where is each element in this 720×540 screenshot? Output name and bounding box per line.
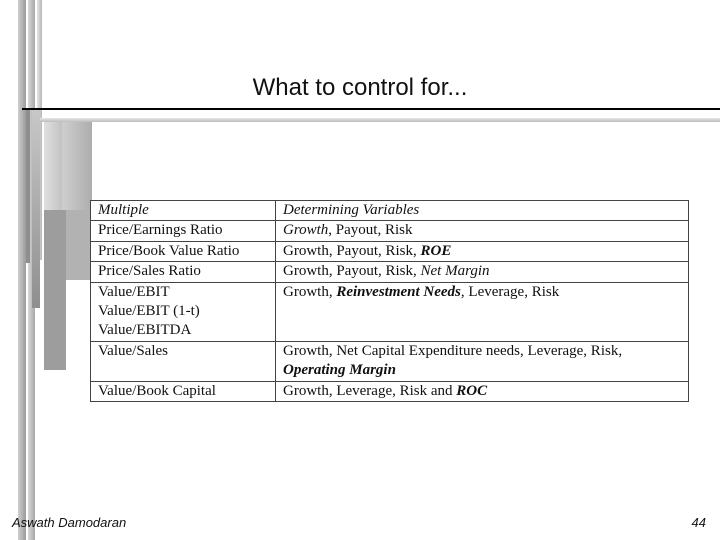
table-row — [91, 262, 689, 282]
variables-cell — [276, 381, 689, 401]
multiple-cell — [91, 262, 276, 282]
variables-cell — [276, 221, 689, 241]
decor-bar-4 — [26, 108, 30, 263]
decor-bar-9 — [66, 210, 90, 280]
multiple-name: Value/Book Capital — [98, 382, 216, 399]
multiple-name: Value/EBIT — [98, 283, 170, 300]
page-number: 44 — [691, 515, 706, 530]
multiple-cell — [91, 241, 276, 261]
multiple-name: Value/Sales — [98, 342, 168, 359]
decor-bar-7 — [62, 120, 92, 210]
table-row — [91, 381, 689, 401]
variable-text: ROE — [420, 242, 452, 259]
variable-text: Net Margin — [420, 263, 490, 280]
variables-cell — [276, 282, 689, 341]
variables-line — [283, 242, 681, 261]
variables-cell — [276, 262, 689, 282]
variable-text: , Payout, Risk — [328, 222, 413, 239]
variable-text: Growth, Payout, Risk, — [283, 263, 421, 280]
variables-cell — [276, 241, 689, 261]
decor-bar-8 — [44, 210, 66, 370]
variables-cell — [276, 341, 689, 381]
multiple-name: Value/EBITDA — [98, 322, 192, 339]
variables-line — [283, 283, 681, 302]
column-header: Multiple — [91, 201, 276, 221]
variable-text: Growth, Net Capital Expenditure needs, Leverage, Risk, — [283, 342, 623, 359]
multiple-name: Value/EBIT (1-t) — [98, 303, 200, 320]
title-rule — [22, 108, 720, 110]
multiple-cell — [91, 282, 276, 341]
variable-text: Growth, — [283, 283, 337, 300]
multiple-name: Price/Book Value Ratio — [98, 242, 240, 259]
variable-text: Reinvestment Needs — [336, 283, 461, 300]
variable-text: Growth, Payout, Risk, — [283, 242, 421, 259]
variables-line — [283, 342, 681, 361]
variables-line — [283, 361, 681, 380]
variable-text: Growth, Leverage, Risk and — [283, 382, 457, 399]
footer-author: Aswath Damodaran — [12, 515, 127, 530]
multiples-table — [90, 200, 689, 402]
multiple-cell — [91, 381, 276, 401]
decor-bar-1 — [18, 0, 26, 540]
variable-text: ROC — [456, 382, 488, 399]
variables-line — [283, 382, 681, 401]
table-row — [91, 341, 689, 381]
multiples-table-body — [91, 201, 689, 402]
decor-bar-5 — [32, 108, 40, 308]
column-header: Determining Variables — [276, 201, 689, 221]
multiple-name: Price/Sales Ratio — [98, 263, 201, 280]
slide-title: What to control for... — [252, 74, 468, 101]
variable-text: , Leverage, Risk — [460, 283, 560, 300]
table-header-row — [91, 201, 689, 221]
multiple-name: Price/Earnings Ratio — [98, 222, 223, 239]
table-row — [91, 282, 689, 341]
title-rule-shadow — [40, 118, 720, 122]
variable-text: Operating Margin — [283, 362, 396, 379]
table-row — [91, 221, 689, 241]
variables-line — [283, 262, 681, 281]
multiple-cell — [91, 221, 276, 241]
table-row — [91, 241, 689, 261]
multiple-cell — [91, 341, 276, 381]
variable-text: Growth — [283, 222, 329, 239]
variables-line — [283, 221, 681, 240]
